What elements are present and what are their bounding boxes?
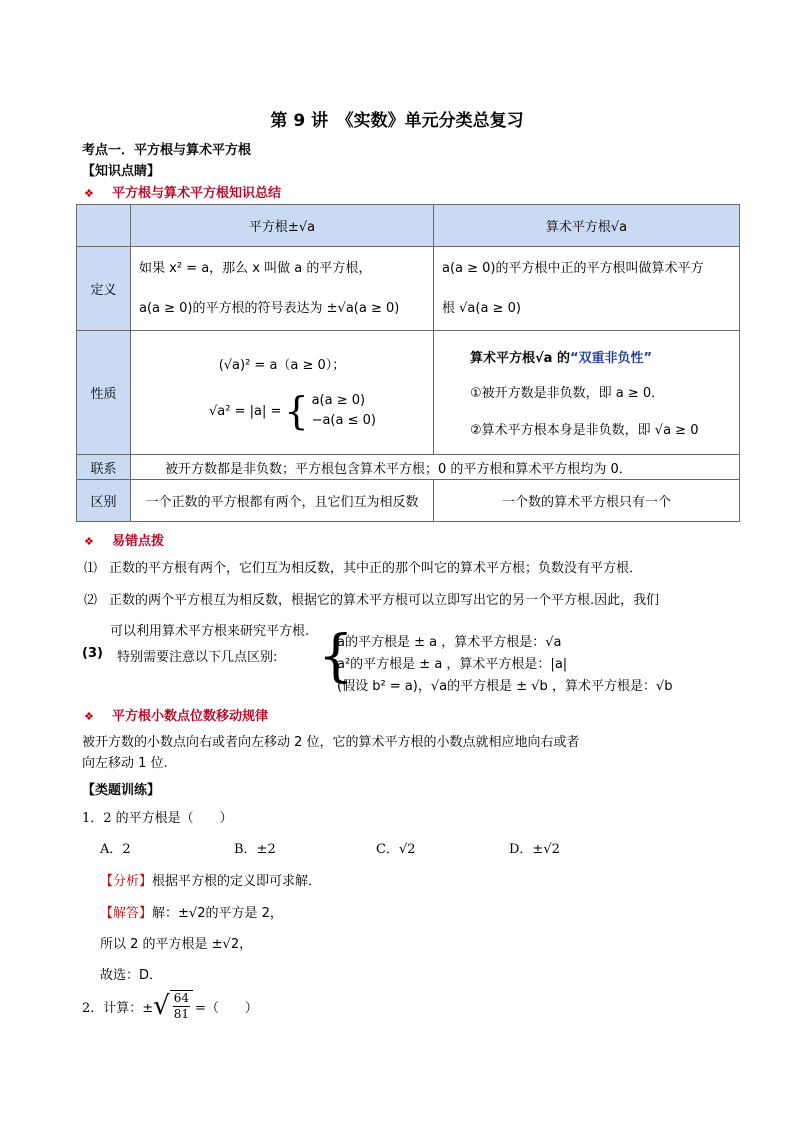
property-point-2: ②算术平方根本身是非负数，即 √a ≥ 0 xyxy=(470,423,699,438)
case-3: (假设 b² = a)，√a的平方根是 ± √b ，算术平方根是：√b xyxy=(337,679,673,694)
practice-heading: 【类题训练】 xyxy=(82,783,161,798)
point-2-continued: 可以利用算术平方根来研究平方根. xyxy=(110,624,310,639)
table-header-cell: 平方根±√a xyxy=(131,205,434,247)
knowledge-heading: 【知识点睛】 xyxy=(82,164,161,179)
diamond-icon: ❖ xyxy=(84,187,94,200)
diamond-icon: ❖ xyxy=(84,535,94,548)
bullet-2-label: 易错点拨 xyxy=(112,534,165,549)
q2-fraction: $\frac{64}{81}$ xyxy=(170,990,193,1022)
page-title: 第 9 讲 《实数》单元分类总复习 xyxy=(270,111,524,131)
row-label: 性质 xyxy=(77,331,131,455)
definition-cell: 如果 x² = a，那么 x 叫做 a 的平方根， a(a ≥ 0)的平方根的符号表达为 ±√a(a ≥ 0) xyxy=(131,247,434,331)
case-1: a的平方根是 ± a ，算术平方根是：√a xyxy=(337,635,562,650)
difference-cell: 一个数的算术平方根只有一个 xyxy=(434,480,740,522)
table-header-cell: 算术平方根√a xyxy=(434,205,740,247)
bullet-1-label: 平方根与算术平方根知识总结 xyxy=(112,186,282,201)
double-nonneg-title: 算术平方根√a 的“双重非负性” xyxy=(470,351,653,366)
definition-cell: a(a ≥ 0)的平方根中正的平方根叫做算术平方 根 √a(a ≥ 0) xyxy=(434,247,740,331)
point-3-text: 特别需要注意以下几点区别: xyxy=(117,650,278,665)
relation-cell: 被开方数都是非负数；平方根包含算术平方根；0 的平方根和算术平方根均为 0． xyxy=(131,455,740,480)
property-formula-2: √a² = |a| = { a(a ≥ 0) −a(a ≤ 0) xyxy=(209,389,376,433)
q2-stem: 2．计算：± √ $\frac{64}{81}$ =（ ） xyxy=(82,991,258,1021)
q1-answer-line-3: 故选：D． xyxy=(100,968,163,983)
table-corner xyxy=(77,205,131,247)
diamond-icon: ❖ xyxy=(84,710,94,723)
row-label: 联系 xyxy=(77,455,131,480)
point-1: ⑴ 正数的平方根有两个，它们互为相反数，其中正的那个叫它的算术平方根；负数没有平方根． xyxy=(84,561,643,576)
knowledge-table xyxy=(76,204,740,522)
q1-option-b: B．±2 xyxy=(234,842,276,857)
case-2: a²的平方根是 ± a ，算术平方根是：|a| xyxy=(337,657,568,672)
bullet-3 xyxy=(84,705,268,724)
q1-answer-line-1: 【解答】解：±√2的平方是 2， xyxy=(100,906,283,921)
bullet-3-label: 平方根小数点位数移动规律 xyxy=(112,709,269,724)
property-point-1: ①被开方数是非负数，即 a ≥ 0． xyxy=(470,386,665,401)
difference-cell: 一个正数的平方根都有两个，且它们互为相反数 xyxy=(131,480,434,522)
point-2: ⑵ 正数的两个平方根互为相反数，根据它的算术平方根可以立即写出它的另一个平方根.因此，我们 xyxy=(84,593,660,608)
q1-analysis: 【分析】根据平方根的定义即可求解． xyxy=(100,874,322,889)
bullet-1 xyxy=(84,182,281,201)
q1-option-d: D．±√2 xyxy=(509,842,560,857)
row-label: 定义 xyxy=(77,247,131,331)
bullet-2 xyxy=(84,530,164,549)
property-cell xyxy=(434,331,740,455)
cases-brace: { xyxy=(318,624,354,689)
rule-line-2: 向左移动 1 位. xyxy=(82,756,168,771)
property-formula-1: (√a)² = a（a ≥ 0）； xyxy=(218,358,346,373)
section-heading: 考点一．平方根与算术平方根 xyxy=(82,143,252,158)
q1-stem: 1．2 的平方根是（ ） xyxy=(82,811,233,826)
q1-answer-line-2: 所以 2 的平方根是 ±√2， xyxy=(100,937,253,952)
property-cell xyxy=(131,331,434,455)
rule-line-1: 被开方数的小数点向右或者向左移动 2 位，它的算术平方根的小数点就相应地向右或者 xyxy=(82,735,580,750)
row-label: 区别 xyxy=(77,480,131,522)
point-3-number: (3) xyxy=(82,646,103,661)
q1-option-c: C．√2 xyxy=(376,842,416,857)
q1-option-a: A．2 xyxy=(100,842,131,857)
